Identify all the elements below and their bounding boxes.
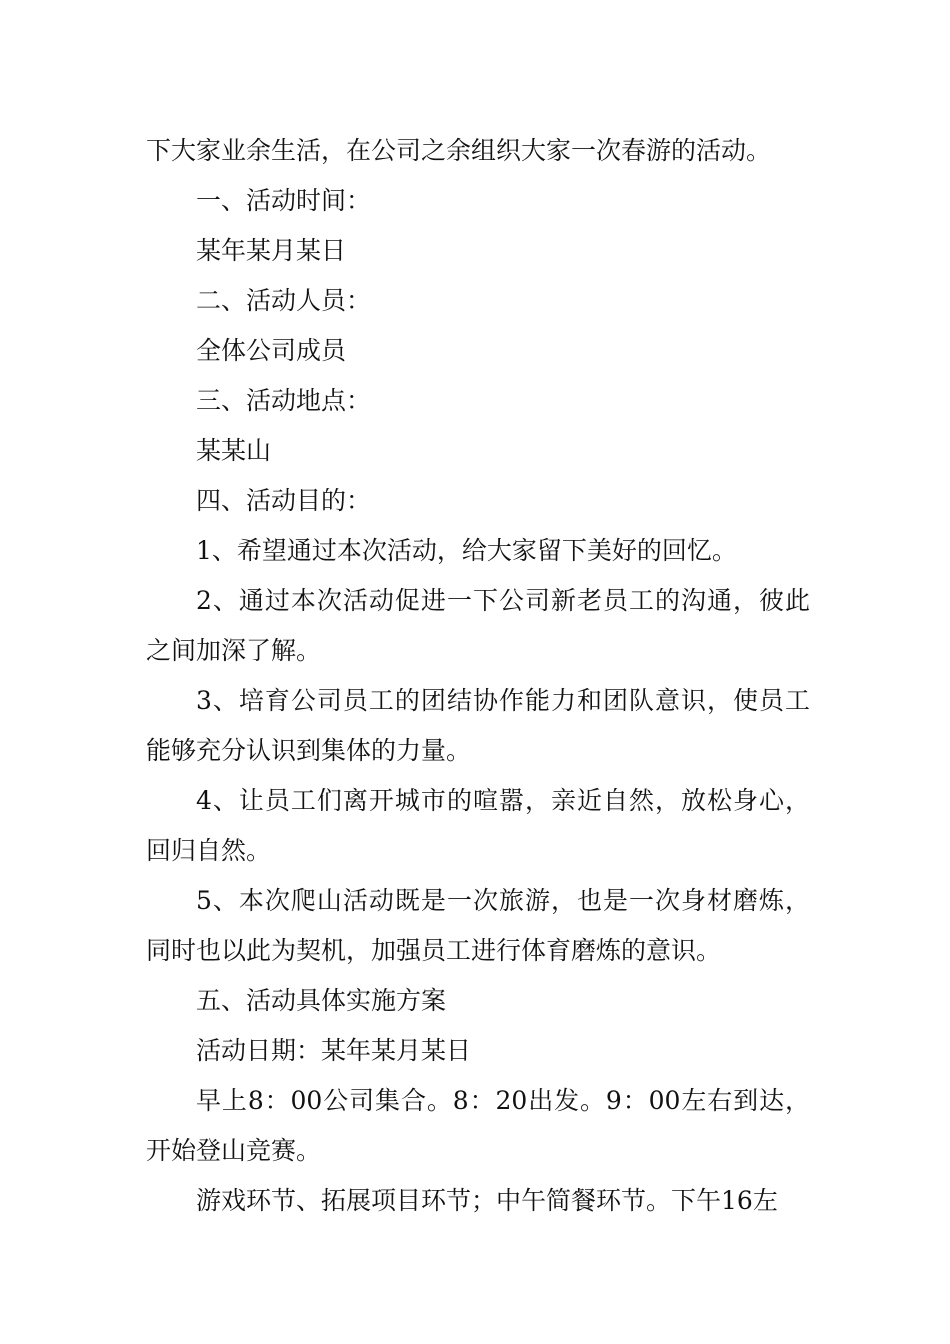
heading-activity-participants: 二、活动人员： — [196, 286, 372, 315]
paragraph-intro-continuation: 下大家业余生活，在公司之余组织大家一次春游的活动。 — [146, 136, 772, 165]
activity-participants-value: 全体公司成员 — [196, 336, 347, 365]
activity-time-value: 某年某月某日 — [196, 236, 347, 265]
purpose-item-5: 5、本次爬山活动既是一次旅游，也是一次身材磨炼，同时也以此为契机，加强员工进行体育磨炼的意识。 — [146, 886, 810, 965]
purpose-item-1: 1、希望通过本次活动，给大家留下美好的回忆。 — [196, 536, 737, 565]
schedule-games: 游戏环节、拓展项目环节；中午简餐环节。下午16左 — [196, 1186, 778, 1215]
heading-implementation-plan: 五、活动具体实施方案 — [196, 986, 447, 1015]
schedule-morning: 早上8：00公司集合。8：20出发。9：00左右到达，开始登山竞赛。 — [146, 1086, 810, 1165]
heading-activity-time: 一、活动时间： — [196, 186, 372, 215]
purpose-item-2: 2、通过本次活动促进一下公司新老员工的沟通，彼此之间加深了解。 — [146, 586, 810, 665]
purpose-item-4: 4、让员工们离开城市的喧嚣，亲近自然，放松身心，回归自然。 — [146, 786, 810, 865]
heading-activity-purpose: 四、活动目的： — [196, 486, 372, 515]
purpose-item-3: 3、培育公司员工的团结协作能力和团队意识，使员工能够充分认识到集体的力量。 — [146, 686, 810, 765]
activity-date: 活动日期：某年某月某日 — [196, 1036, 472, 1065]
document-body — [146, 126, 810, 1226]
heading-activity-location: 三、活动地点： — [196, 386, 372, 415]
activity-location-value: 某某山 — [196, 436, 272, 465]
